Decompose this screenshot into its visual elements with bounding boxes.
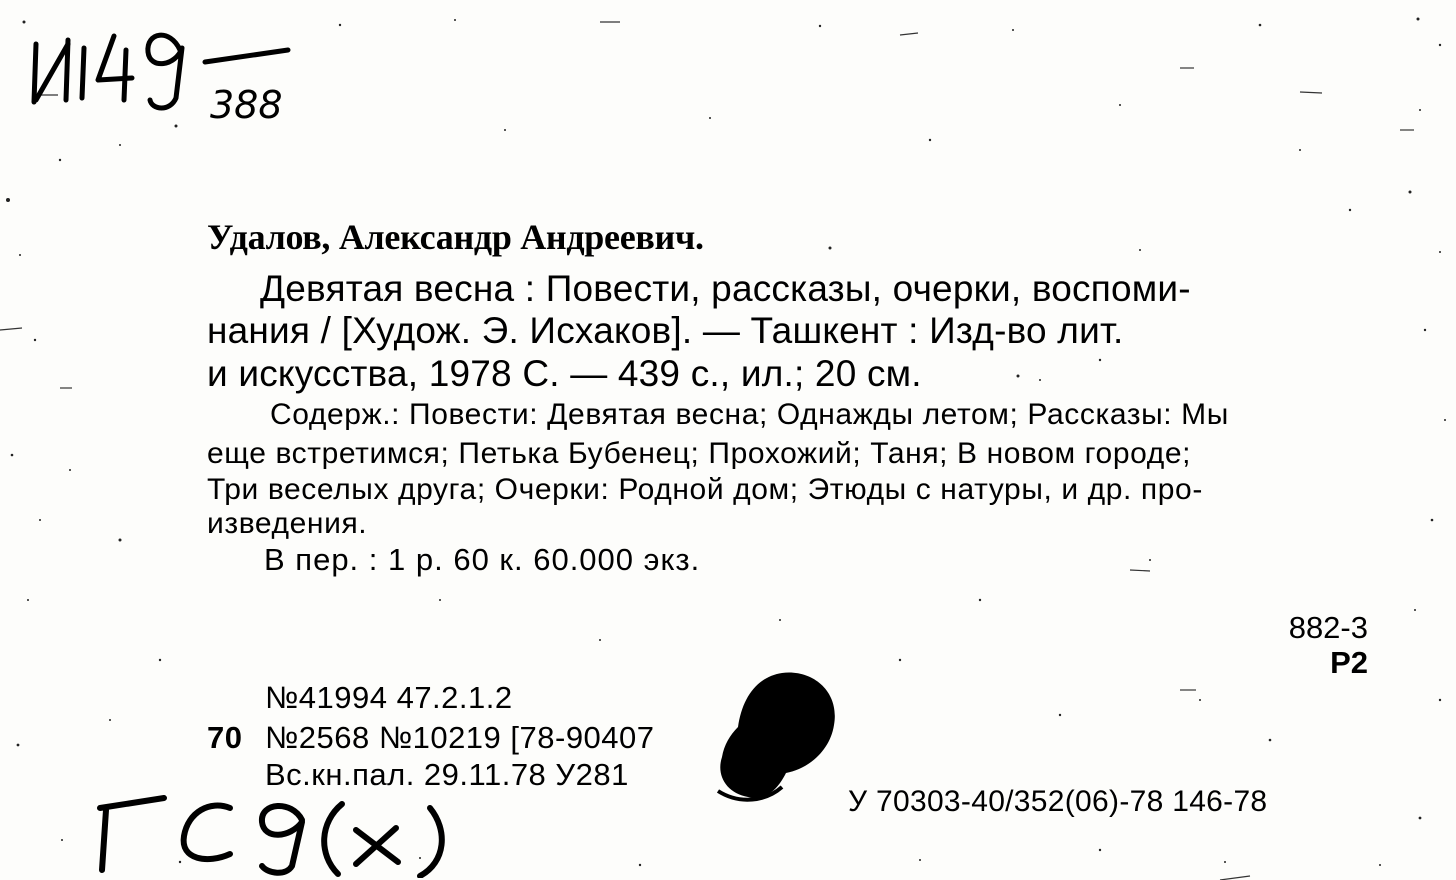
handwritten-fraction: 388 — [210, 83, 283, 127]
handwritten-call-number — [0, 0, 320, 130]
classification-index: 882-3 — [1288, 610, 1368, 645]
registry-lead-number: 70 — [207, 720, 243, 755]
publication-code: У 70303-40/352(06)-78 146-78 — [848, 785, 1268, 818]
ink-blot — [700, 665, 850, 815]
title-line: и искусства, 1978 С. — 439 с., ил.; 20 см. — [207, 353, 922, 394]
registry-number-line: №2568 №10219 [78-90407 — [265, 720, 655, 755]
price-line: В пер. : 1 р. 60 к. 60.000 экз. — [264, 542, 701, 577]
title-line: нания / [Худож. Э. Исхаков]. — Ташкент : Изд-во лит. — [207, 310, 1124, 351]
registry-number-line: №41994 47.2.1.2 — [265, 680, 513, 715]
contents-line: еще встретимся; Петька Бубенец; Прохожий; Таня; В новом городе; — [207, 437, 1192, 470]
handwritten-code — [80, 778, 460, 878]
registry-number-line: Вс.кн.пал. 29.11.78 У281 — [265, 757, 629, 792]
author-heading: Удалов, Александр Андреевич. — [207, 217, 704, 257]
classification-mark: Р2 — [1330, 645, 1368, 680]
title-line: Девятая весна : Повести, рассказы, очерки, воспоми- — [260, 268, 1191, 309]
contents-line: Содерж.: Повести: Девятая весна; Однажды летом; Рассказы: Мы — [270, 398, 1229, 431]
contents-line: Три веселых друга; Очерки: Родной дом; Этюды с натуры, и др. про- — [207, 473, 1203, 506]
contents-line: изведения. — [207, 507, 368, 540]
